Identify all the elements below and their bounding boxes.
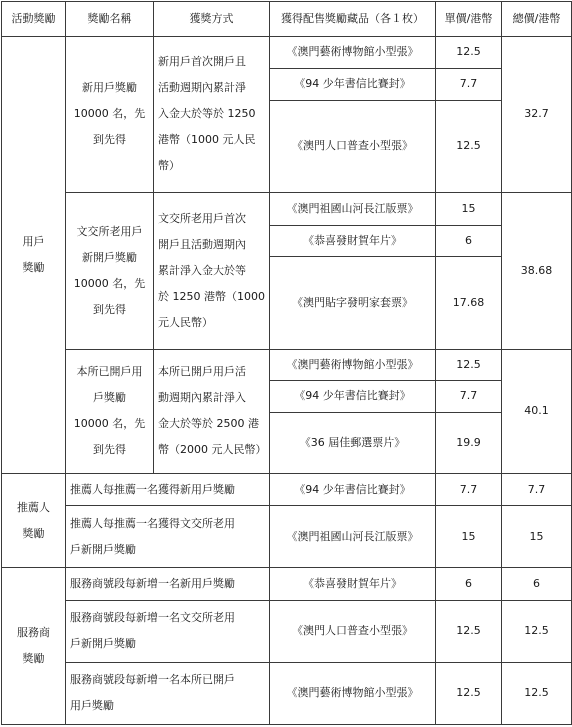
collectible-cell: 《36 屆佳郵選票片》 — [270, 412, 436, 473]
collectible-cell: 《94 少年書信比賽封》 — [270, 381, 436, 413]
method-cell: 推薦人每推薦一名獲得新用戶獎勵 — [66, 473, 270, 506]
collectible-cell: 《澳門人口普查小型張》 — [270, 100, 436, 193]
header-method: 獲獎方式 — [154, 2, 270, 37]
reward-name-cell: 文交所老用戶 新開戶獎勵 10000 名，先 到先得 — [66, 193, 154, 350]
table-row — [2, 36, 572, 69]
header-activity: 活動獎勵 — [2, 2, 66, 37]
method-cell: 推薦人每推薦一名獲得文交所老用 戶新開戶獎勵 — [66, 506, 270, 568]
unit-price-cell: 12.5 — [436, 600, 502, 662]
reward-name-cell: 新用戶獎勵 10000 名，先 到先得 — [66, 36, 154, 193]
collectible-cell: 《94 少年書信比賽封》 — [270, 473, 436, 506]
collectible-cell: 《94 少年書信比賽封》 — [270, 69, 436, 101]
table-row — [2, 349, 572, 381]
unit-price-cell: 7.7 — [436, 69, 502, 101]
unit-price-cell: 12.5 — [436, 349, 502, 381]
reward-name-cell: 本所已開戶用 戶獎勵 10000 名，先 到先得 — [66, 349, 154, 473]
table-row — [2, 568, 572, 601]
total-price-cell: 6 — [502, 568, 572, 601]
collectible-cell: 《澳門藝術博物館小型張》 — [270, 662, 436, 724]
table-row — [2, 193, 572, 226]
unit-price-cell: 12.5 — [436, 36, 502, 69]
collectible-cell: 《澳門貼字發明家套票》 — [270, 257, 436, 350]
table-row — [2, 473, 572, 506]
collectible-cell: 《恭喜發財賀年片》 — [270, 568, 436, 601]
collectible-cell: 《澳門祖國山河長江版票》 — [270, 193, 436, 226]
method-cell: 新用戶首次開戶且 活動週期內累計淨 入金大於等於 1250 港幣（1000 元人民 幣） — [154, 36, 270, 193]
collectible-cell: 《澳門祖國山河長江版票》 — [270, 506, 436, 568]
method-cell: 服務商號段每新增一名文交所老用 戶新開戶獎勵 — [66, 600, 270, 662]
unit-price-cell: 7.7 — [436, 381, 502, 413]
unit-price-cell: 17.68 — [436, 257, 502, 350]
total-price-cell: 38.68 — [502, 193, 572, 350]
unit-price-cell: 12.5 — [436, 662, 502, 724]
group-user-label: 用戶 獎勵 — [2, 36, 66, 473]
header-row — [2, 2, 572, 37]
total-price-cell: 32.7 — [502, 36, 572, 193]
total-price-cell: 40.1 — [502, 349, 572, 473]
unit-price-cell: 19.9 — [436, 412, 502, 473]
table-row — [2, 662, 572, 724]
unit-price-cell: 7.7 — [436, 473, 502, 506]
table-row — [2, 600, 572, 662]
group-provider-label: 服務商 獎勵 — [2, 568, 66, 725]
group-referrer-label: 推薦人 獎勵 — [2, 473, 66, 568]
collectible-cell: 《澳門人口普查小型張》 — [270, 600, 436, 662]
collectible-cell: 《澳門藝術博物館小型張》 — [270, 36, 436, 69]
collectible-cell: 《澳門藝術博物館小型張》 — [270, 349, 436, 381]
header-total-price: 總價/港幣 — [502, 2, 572, 37]
unit-price-cell: 15 — [436, 193, 502, 226]
total-price-cell: 15 — [502, 506, 572, 568]
header-reward-name: 獎勵名稱 — [66, 2, 154, 37]
method-cell: 文交所老用戶首次 開戶且活動週期內 累計淨入金大於等 於 1250 港幣（1000 元人民幣） — [154, 193, 270, 350]
total-price-cell: 12.5 — [502, 600, 572, 662]
total-price-cell: 7.7 — [502, 473, 572, 506]
header-collectible: 獲得配售獎勵藏品（各１枚） — [270, 2, 436, 37]
total-price-cell: 12.5 — [502, 662, 572, 724]
header-unit-price: 單價/港幣 — [436, 2, 502, 37]
unit-price-cell: 6 — [436, 568, 502, 601]
collectible-cell: 《恭喜發財賀年片》 — [270, 225, 436, 257]
table-row — [2, 506, 572, 568]
method-cell: 本所已開戶用戶活 動週期內累計淨入 金大於等於 2500 港 幣（2000 元人民幣） — [154, 349, 270, 473]
method-cell: 服務商號段每新增一名本所已開戶 用戶獎勵 — [66, 662, 270, 724]
method-cell: 服務商號段每新增一名新用戶獎勵 — [66, 568, 270, 601]
unit-price-cell: 6 — [436, 225, 502, 257]
unit-price-cell: 12.5 — [436, 100, 502, 193]
rewards-table — [1, 1, 572, 725]
unit-price-cell: 15 — [436, 506, 502, 568]
